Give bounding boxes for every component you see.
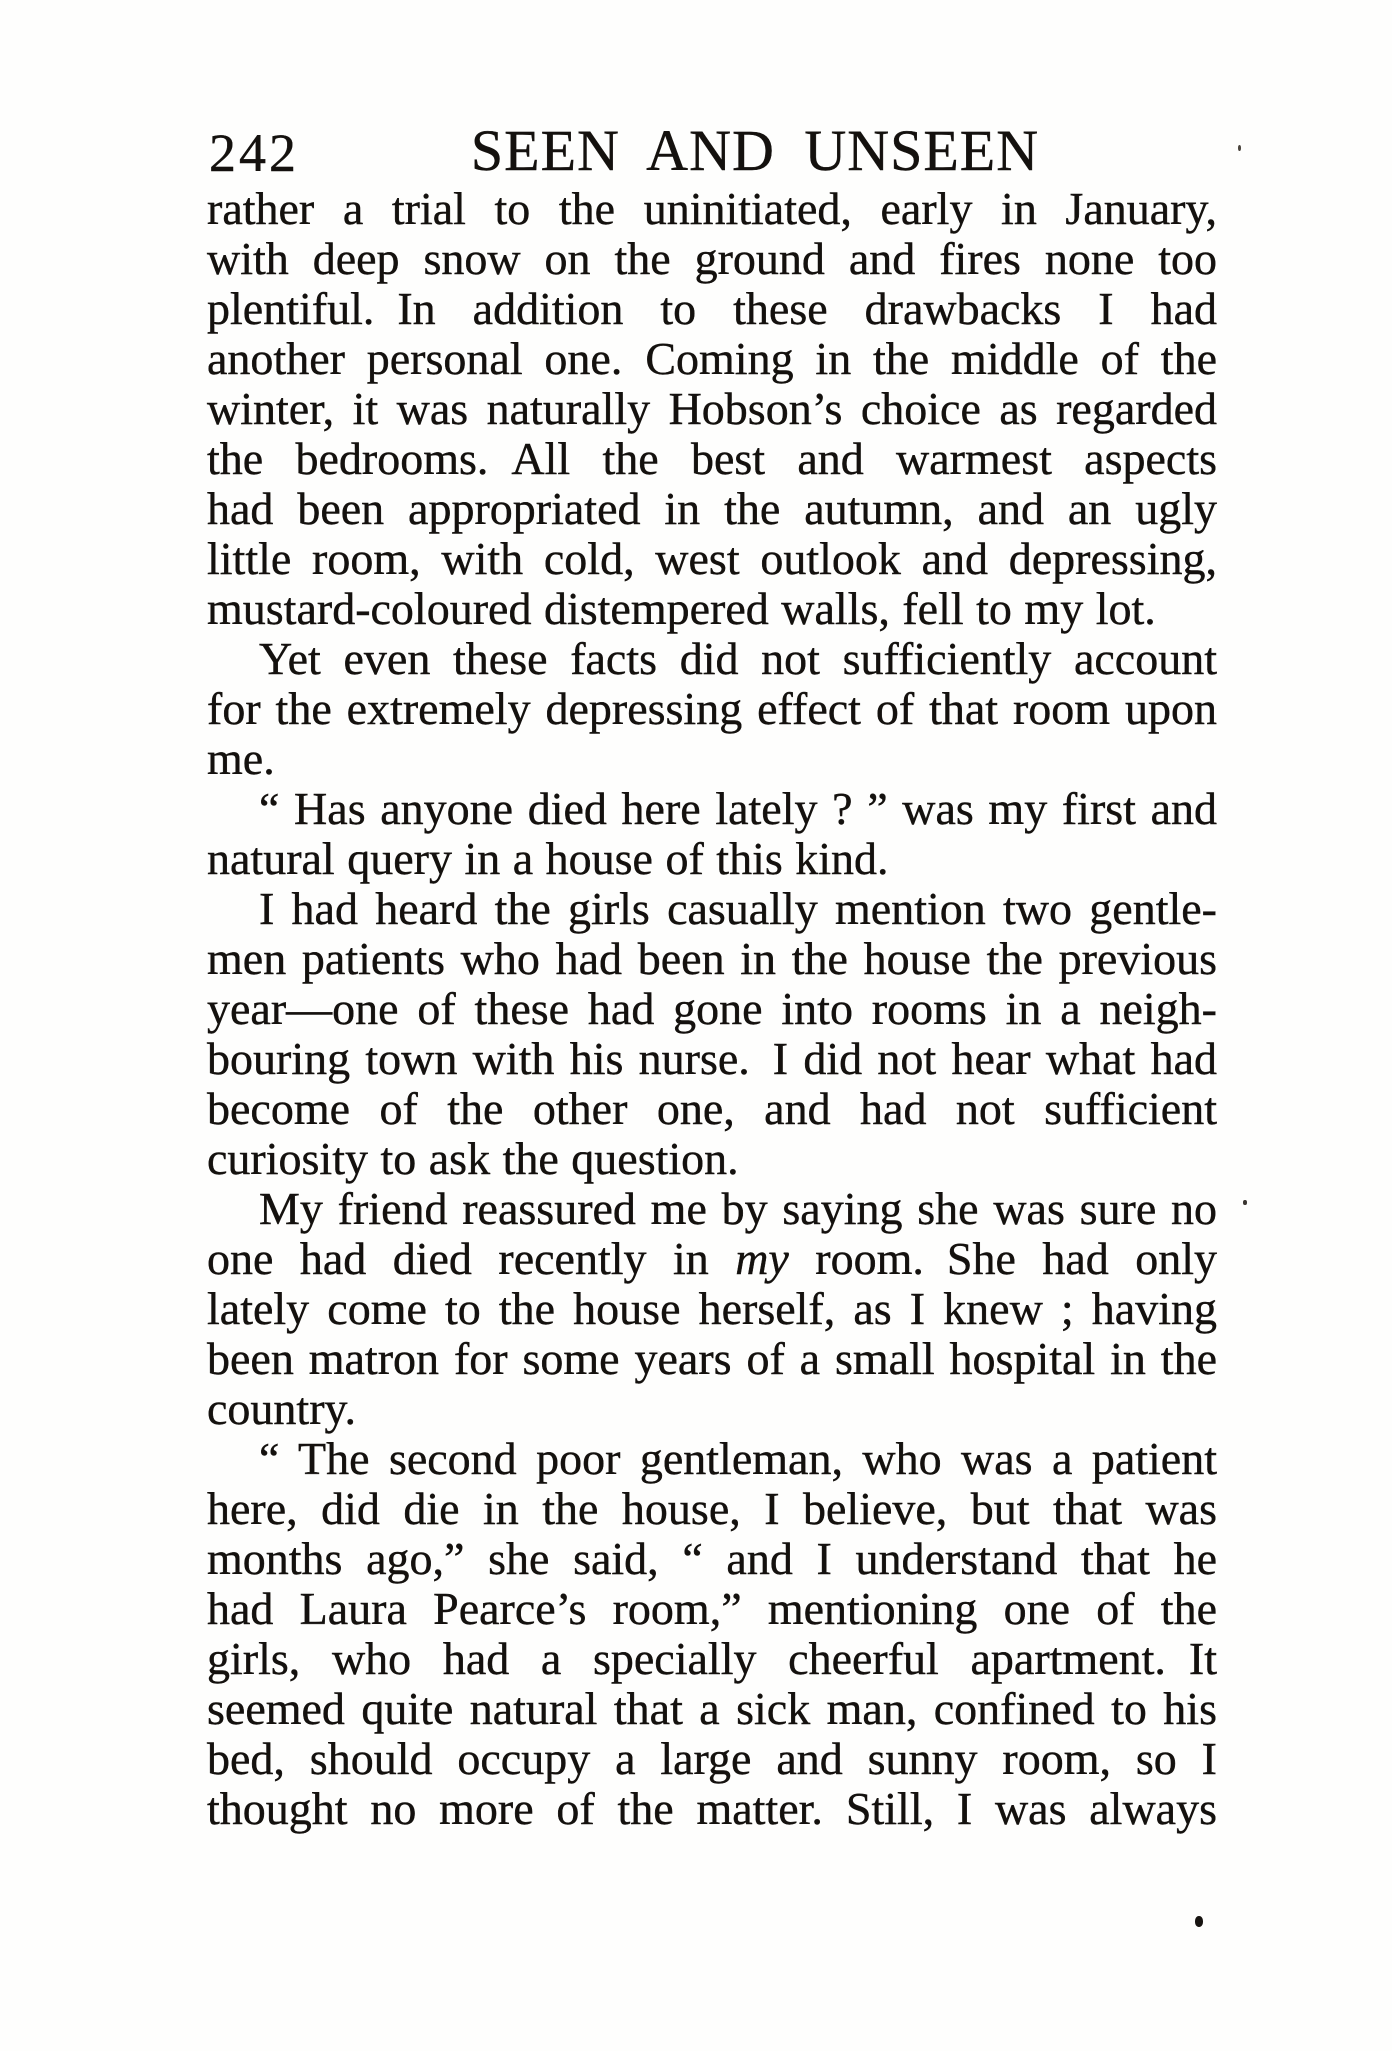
text-line: I had heard the girls casually mention two gentle-	[259, 883, 1217, 934]
text-line: thought no more of the matter. Still, I was always	[207, 1783, 1217, 1834]
running-title: SEEN AND UNSEEN	[470, 118, 1040, 183]
text-line: “ Has anyone died here lately ? ” was my first and	[259, 783, 1217, 834]
text-line: had been appropriated in the autumn, and an ugly	[207, 483, 1217, 534]
text-line	[207, 1234, 1217, 1284]
text-line: for the extremely depressing effect of that room upon	[207, 683, 1217, 734]
text-line: plentiful. In addition to these drawbacks I had	[207, 283, 1217, 334]
paragraph	[207, 884, 1217, 1184]
paragraph	[207, 784, 1217, 884]
italic-text: my	[735, 1233, 789, 1284]
scan-speck	[1195, 1916, 1203, 1927]
text-line: had Laura Pearce’s room,” mentioning one of the	[207, 1583, 1217, 1634]
paragraph	[207, 1434, 1217, 1834]
text-segment: one had died recently in	[207, 1233, 736, 1284]
text-line: “ The second poor gentleman, who was a patient	[259, 1433, 1217, 1484]
text-line: rather a trial to the uninitiated, early in January,	[207, 183, 1217, 234]
text-line: year—one of these had gone into rooms in a neigh-	[207, 983, 1217, 1034]
text-line: me.	[207, 733, 275, 784]
text-line: winter, it was naturally Hobson’s choice as regarded	[207, 383, 1217, 434]
text-line: the bedrooms. All the best and warmest aspects	[207, 433, 1217, 484]
scan-speck	[1243, 1200, 1247, 1205]
paragraph	[207, 1184, 1217, 1434]
text-line: seemed quite natural that a sick man, confined to his	[207, 1683, 1217, 1734]
text-line: another personal one. Coming in the middle of the	[207, 333, 1217, 384]
text-line: become of the other one, and had not sufficient	[207, 1083, 1217, 1134]
text-line: lately come to the house herself, as I knew ; having	[207, 1283, 1217, 1334]
text-line: been matron for some years of a small hospital in the	[207, 1333, 1217, 1384]
text-line: bouring town with his nurse. I did not hear what had	[207, 1033, 1217, 1084]
scan-speck	[1238, 145, 1241, 151]
text-line: natural query in a house of this kind.	[207, 833, 889, 884]
paragraph	[207, 634, 1217, 784]
text-line: bed, should occupy a large and sunny room, so I	[207, 1733, 1217, 1784]
text-line: mustard-coloured distempered walls, fell to my lot.	[207, 583, 1156, 634]
text-line: here, did die in the house, I believe, but that was	[207, 1483, 1217, 1534]
text-line: Yet even these facts did not sufficiently account	[259, 633, 1217, 684]
text-line: My friend reassured me by saying she was sure no	[259, 1183, 1217, 1234]
text-line: months ago,” she said, “ and I understand that he	[207, 1533, 1217, 1584]
text-line: girls, who had a specially cheerful apartment. It	[207, 1633, 1217, 1684]
text-line: with deep snow on the ground and fires none too	[207, 233, 1217, 284]
paragraph	[207, 184, 1217, 634]
page-number: 242	[209, 123, 299, 183]
text-line: little room, with cold, west outlook and depressing,	[207, 533, 1217, 584]
text-line: country.	[207, 1383, 357, 1434]
text-line: men patients who had been in the house the previous	[207, 933, 1217, 984]
text-segment: room. She had only	[788, 1233, 1217, 1284]
text-line: curiosity to ask the question.	[207, 1133, 739, 1184]
text-block	[207, 184, 1217, 1834]
